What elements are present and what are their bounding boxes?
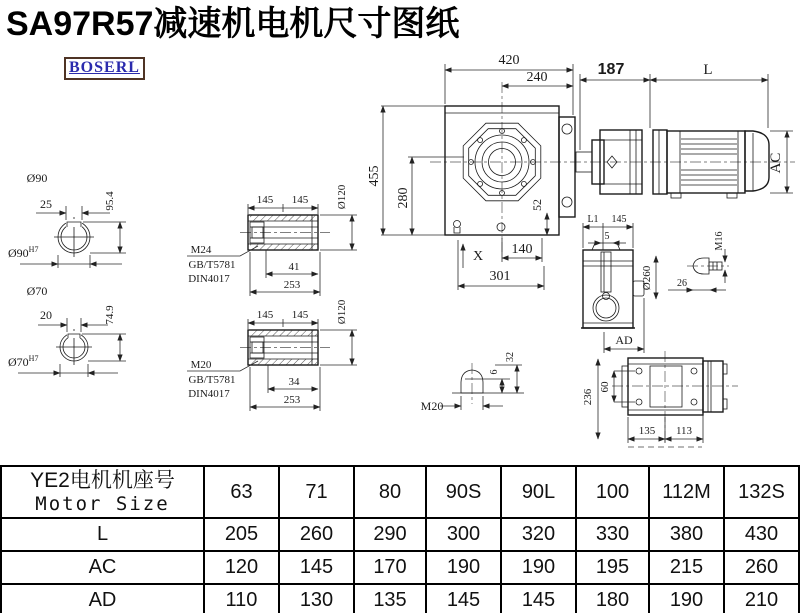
col-header-90s: 90S — [426, 466, 501, 518]
m16-plug — [668, 232, 729, 290]
dim-dia120-a: Ø120 — [336, 184, 348, 210]
dim-M20-plug: M20 — [420, 399, 444, 413]
dim-145c: 145 — [256, 309, 274, 321]
value-cell: 195 — [576, 551, 649, 584]
value-cell: 380 — [649, 518, 724, 551]
shaft-section-b — [8, 284, 126, 377]
header-motor-size — [1, 466, 204, 518]
axis-x-label: X — [473, 249, 484, 264]
dim-60: 60 — [599, 381, 611, 393]
value-cell: 130 — [279, 584, 354, 613]
label-din-b: DIN4017 — [188, 388, 230, 400]
value-cell: 170 — [354, 551, 426, 584]
value-cell: 135 — [354, 584, 426, 613]
dim-dia90h7: $Ø90^{H7}$ — [8, 245, 39, 260]
value-cell: 260 — [279, 518, 354, 551]
dim-dia70: Ø70 — [26, 284, 48, 298]
table-row-L — [1, 518, 799, 551]
value-cell: 190 — [501, 551, 576, 584]
label-m24: M24 — [190, 244, 212, 256]
value-cell: 330 — [576, 518, 649, 551]
dim-26: 26 — [677, 278, 687, 289]
value-cell: 190 — [649, 584, 724, 613]
side-view — [581, 214, 656, 353]
dim-301: 301 — [489, 269, 511, 284]
dim-95-4: 95.4 — [104, 191, 116, 211]
dim-145-side: 145 — [611, 214, 627, 225]
value-cell: 210 — [724, 584, 799, 613]
dim-dia70h7: $Ø70^{H7}$ — [8, 354, 39, 369]
dim-455: 455 — [367, 165, 382, 187]
table-row-AC — [1, 551, 799, 584]
dim-145a: 145 — [256, 194, 274, 206]
dim-135: 135 — [638, 425, 656, 437]
row-label-AC: AC — [1, 551, 204, 584]
label-din-a: DIN4017 — [188, 273, 230, 285]
dim-AC: AC — [768, 152, 784, 174]
col-header-90l: 90L — [501, 466, 576, 518]
dim-dia260: Ø260 — [641, 265, 653, 291]
value-cell: 120 — [204, 551, 279, 584]
dim-34: 34 — [288, 376, 300, 388]
dim-25: 25 — [40, 197, 52, 211]
dim-253-b: 253 — [283, 394, 301, 406]
motor-view — [576, 61, 793, 198]
page-title: SA97R57减速机电机尺寸图纸 — [6, 5, 460, 43]
label-m20: M20 — [190, 359, 212, 371]
value-cell: 215 — [649, 551, 724, 584]
value-cell: 290 — [354, 518, 426, 551]
table-header-row — [1, 466, 799, 518]
dim-dia90: Ø90 — [26, 171, 48, 185]
motor-fins — [681, 139, 737, 185]
dim-420: 420 — [498, 53, 520, 68]
dim-280: 280 — [396, 187, 411, 209]
value-cell: 180 — [576, 584, 649, 613]
dim-41: 41 — [288, 261, 300, 273]
dimension-drawing — [0, 42, 800, 465]
dim-32: 32 — [505, 352, 516, 362]
front-view — [367, 53, 795, 290]
row-label-AD: AD — [1, 584, 204, 613]
dim-6: 6 — [489, 369, 500, 375]
value-cell: 145 — [501, 584, 576, 613]
dim-74-9: 74.9 — [104, 305, 116, 325]
value-cell: 430 — [724, 518, 799, 551]
col-header-71: 71 — [279, 466, 354, 518]
dim-52: 52 — [530, 199, 544, 211]
header-cn: YE2电机机座号 — [30, 469, 175, 492]
dim-113: 113 — [675, 425, 693, 437]
value-cell: 320 — [501, 518, 576, 551]
boserl-logo: BOSERL — [64, 57, 145, 80]
dim-145d: 145 — [291, 309, 309, 321]
m20-plug — [421, 352, 524, 413]
col-header-112m: 112M — [649, 466, 724, 518]
col-header-63: 63 — [204, 466, 279, 518]
value-cell: 110 — [204, 584, 279, 613]
label-gb-a: GB/T5781 — [188, 259, 236, 271]
dim-145b: 145 — [291, 194, 309, 206]
table-row-AD — [1, 584, 799, 613]
value-cell: 260 — [724, 551, 799, 584]
dim-L: L — [703, 62, 713, 78]
value-cell: 145 — [279, 551, 354, 584]
motor-size-table — [0, 465, 800, 613]
row-label-L: L — [1, 518, 204, 551]
hollow-shaft-a — [187, 184, 357, 296]
top-view — [582, 351, 738, 447]
dim-5: 5 — [604, 231, 610, 242]
label-gb-b: GB/T5781 — [188, 374, 236, 386]
shaft-section-a — [8, 171, 126, 268]
dim-dia120-b: Ø120 — [336, 299, 348, 325]
col-header-132s: 132S — [724, 466, 799, 518]
col-header-80: 80 — [354, 466, 426, 518]
dim-20: 20 — [40, 308, 52, 322]
value-cell: 145 — [426, 584, 501, 613]
value-cell: 300 — [426, 518, 501, 551]
dim-140: 140 — [511, 242, 533, 257]
dim-240: 240 — [526, 70, 548, 85]
dim-253-a: 253 — [283, 279, 301, 291]
dim-M16: M16 — [714, 231, 725, 251]
dim-187: 187 — [597, 61, 625, 78]
col-header-100: 100 — [576, 466, 649, 518]
dim-236: 236 — [582, 388, 594, 406]
dim-AD: AD — [615, 333, 633, 347]
hollow-shaft-b — [187, 299, 357, 411]
value-cell: 190 — [426, 551, 501, 584]
dim-L1: L1 — [587, 214, 599, 225]
value-cell: 205 — [204, 518, 279, 551]
header-en: Motor Size — [35, 493, 170, 515]
